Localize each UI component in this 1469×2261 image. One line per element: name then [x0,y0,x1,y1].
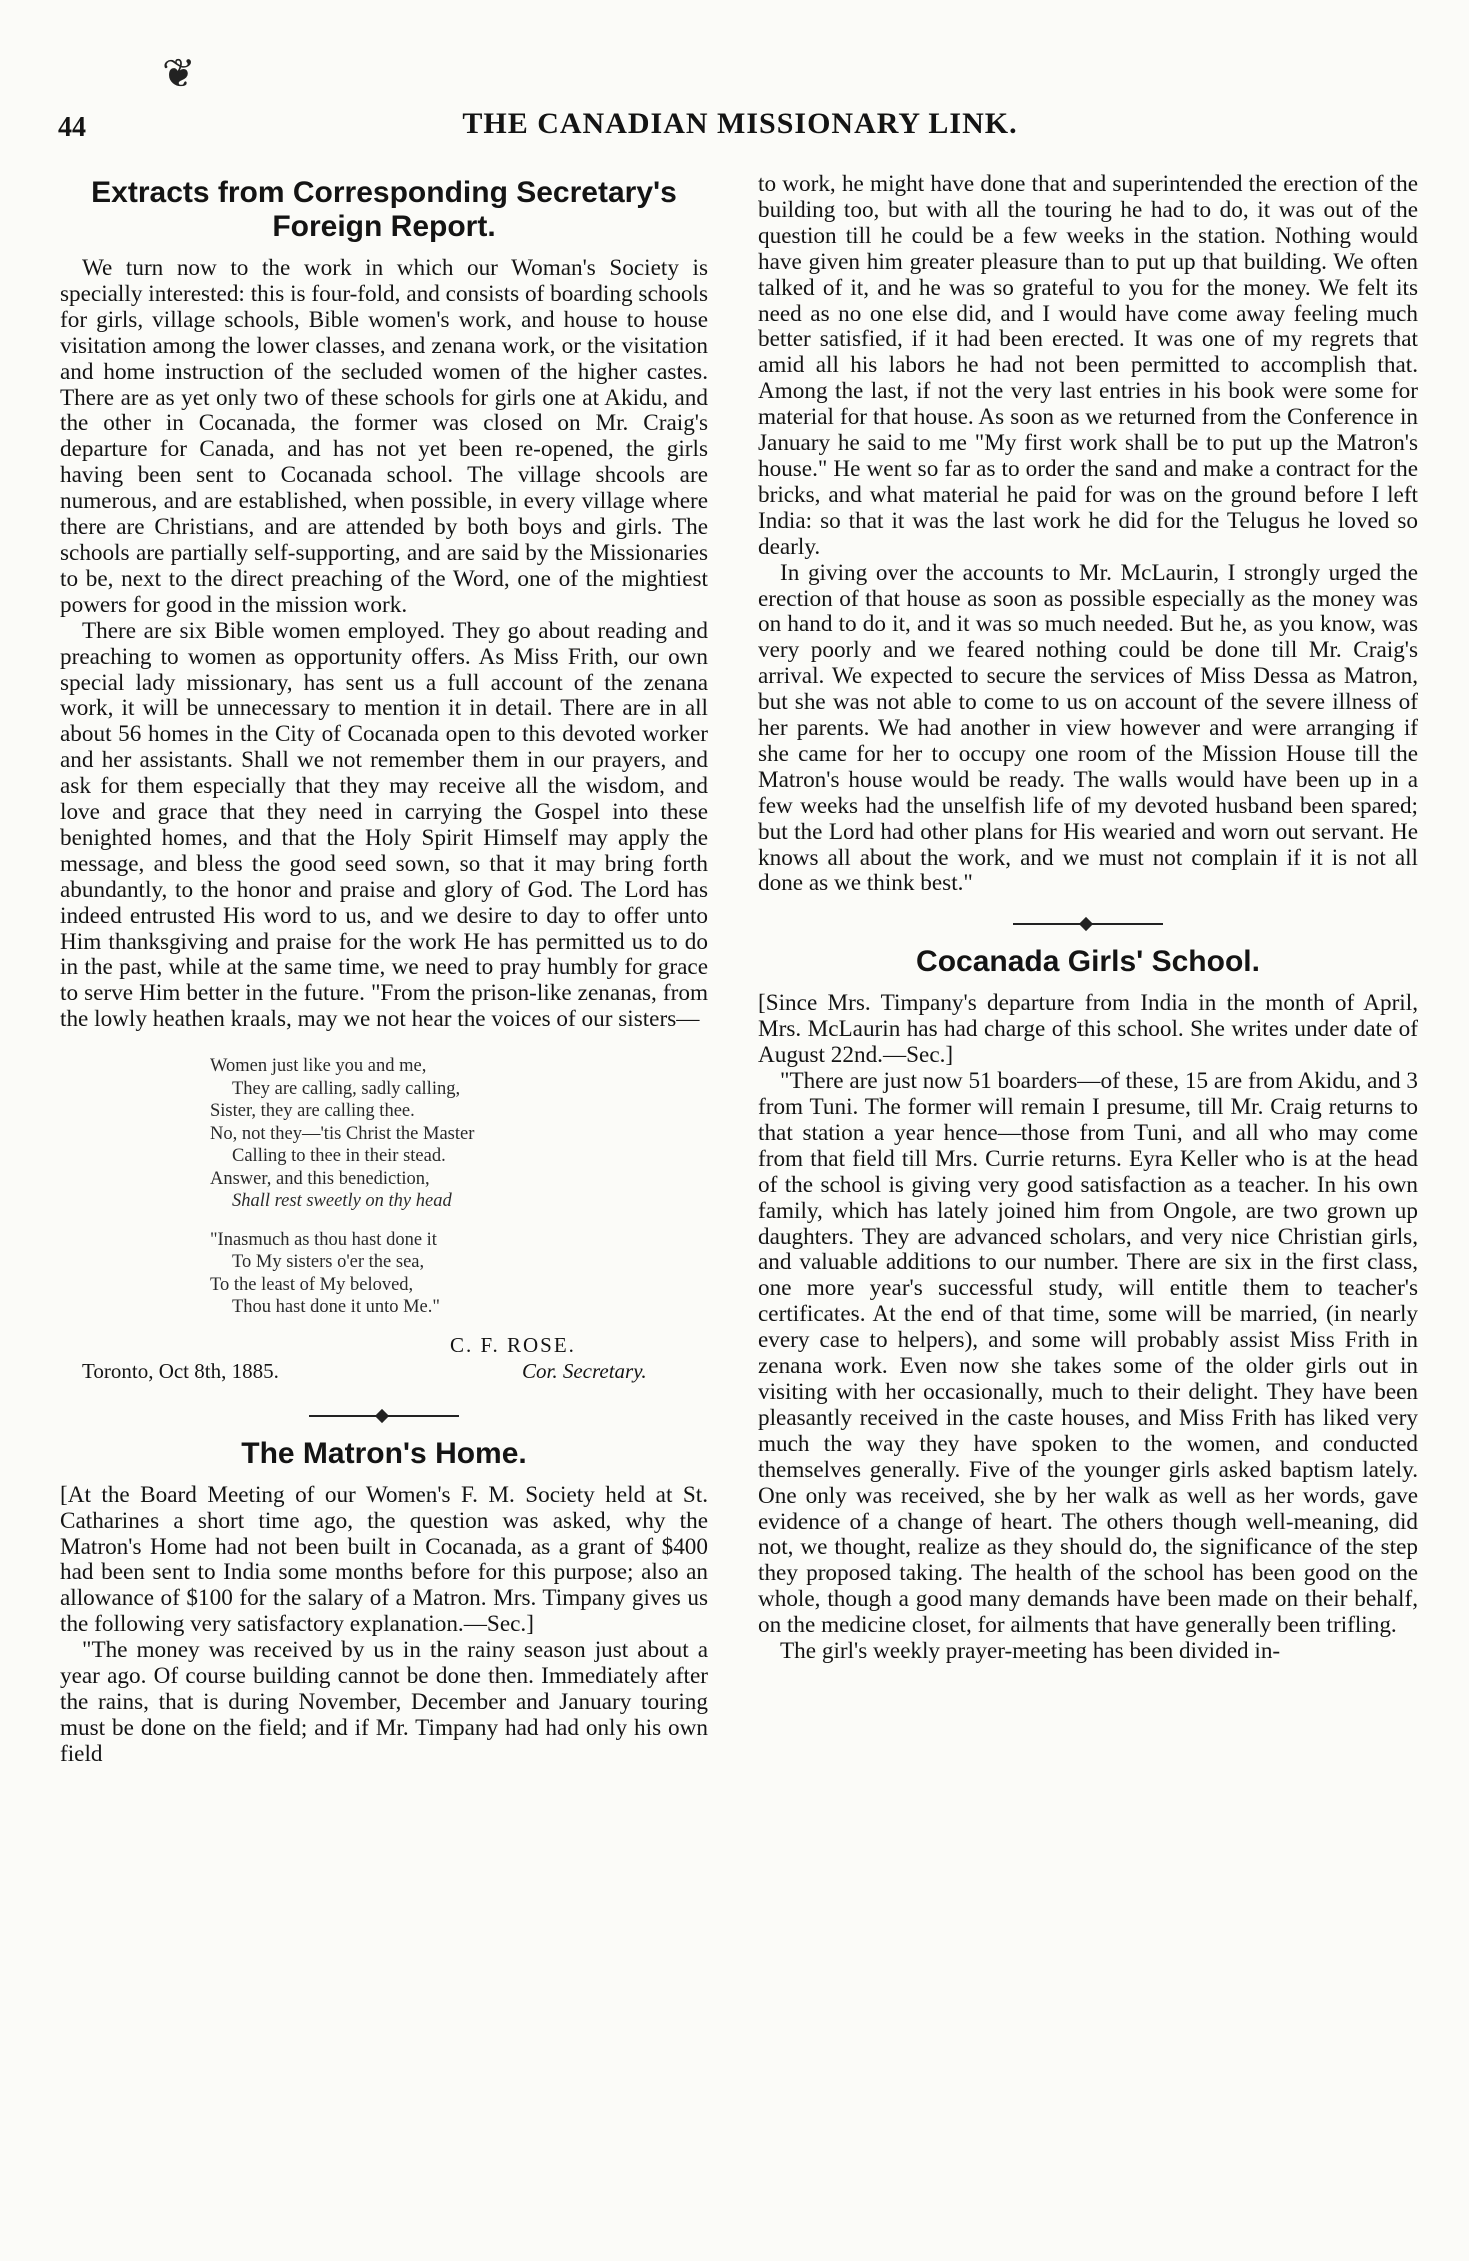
poem-line: "Inasmuch as thou hast done it [210,1229,437,1250]
paragraph: There are six Bible women employed. They go about reading and preaching to women as opportunity offers. As Miss Frith, our own special lady missionary, has sent us a full account of the zenana work, it will be unnecessary to mention it in detail. There are in all about 56 homes in the City of Cocanada open to this devoted worker and her assistants. Shall we not remember them in our prayers, and ask for them especially that they may receive all the wisdom, and love and grace that they need in carrying the Gospel into these benighted homes, and that the Holy Spirit Himself may apply the message, and bless the good seed sown, so that it may bring forth abundantly, to the honor and praise and glory of God. The Lord has indeed entrusted His word to us, and we desire to day to offer unto Him thanksgiving and praise for the work He has permitted us to do in the past, while at the same time, we need to pray humbly for grace to serve Him better in the future. "From the prison-like zenanas, from the lowly heathen kraals, may we not hear the voices of our sisters— [60,617,708,1033]
paragraph: to work, he might have done that and superintended the erection of the building too, but with all the touring he had to do, it was out of the question till he could be a few weeks in the station. Nothing would have given him greater pleasure than to put up that building. We often talked of it, and he was so grateful to you for the money. We felt its need as no one else did, and I would have come away feeling much better satisfied, if it had been erected. It was one of my regrets that amid all his labors he had not been permitted to accomplish that. Among the last, if not the very last entries in his book were some for material for that house. As soon as we returned from the Conference in January he said to me "My first work shall be to put up the Matron's house." He went so far as to order the sand and make a contract for the bricks, and what material he paid for was on the ground before I left India: so that it was the last work he did for the Telugus he loved so dearly. [758,171,1418,560]
editor-note: [At the Board Meeting of our Women's F. M. Society held at St. Catharines a short time ago, the question was asked, why the Matron's Home had not been built in Cocanada, as a grant of $400 had been sent to India some months before for this purpose; also an allowance of $100 for the salary of a Matron. Mrs. Timpany gives us the following very satisfactory explanation.—Sec.] [60,1481,708,1638]
poem-line: Calling to thee in their stead. [232,1146,446,1167]
poem-line: Women just like you and me, [210,1056,427,1077]
poem-line: To My sisters o'er the sea, [232,1252,425,1273]
signature-title: Cor. Secretary. [522,1358,647,1383]
paragraph: We turn now to the work in which our Woman's Society is specially interested: this is four-fold, and consists of boarding schools for girls, village schools, Bible women's work, and house to house visitation among the lower classes, and zenana work, or the visitation and home instruction of the secluded women of the higher castes. There are as yet only two of these schools for girls one at Akidu, and the other in Cocanada, the former was closed on Mr. Craig's departure for Canada, and has not yet been re-opened, the girls having been sent to Cocanada school. The village shcools are numerous, and are established, when possible, in every village where there are Christians, and are attended by both boys and girls. The schools are partially self-supporting, and are said by the Missionaries to be, next to the direct preaching of the Word, one of the mightiest powers for good in the mission work. [60,255,708,618]
paragraph: "The money was received by us in the rainy season just about a year ago. Of course building cannot be done then. Immediately after the rains, that is during November, December and January touring must be done on the field; and if Mr. Timpany had had only his own field [60,1637,708,1767]
editor-note: [Since Mrs. Timpany's departure from India in the month of April, Mrs. McLaurin has had charge of this school. She writes under date of August 22nd.—Sec.] [758,990,1418,1069]
title-line-2: Foreign Report. [272,210,496,243]
article-title-matrons-home: The Matron's Home. [241,1436,527,1470]
poem-line: To the least of My beloved, [210,1274,414,1295]
poem-line: Thou hast done it unto Me." [232,1297,440,1318]
poem-line: No, not they—'tis Christ the Master [210,1123,475,1144]
printer-ornament-icon: ❦ [162,51,196,96]
poem-stanza-break [210,1213,708,1229]
paragraph: The girl's weekly prayer-meeting has been divided in- [780,1638,1281,1665]
left-column [60,168,708,1768]
right-column [758,172,1418,1665]
article-title-girls-school: Cocanada Girls' School. [916,945,1260,979]
paragraph: In giving over the accounts to Mr. McLaurin, I strongly urged the erection of that house as soon as possible especially as the money was on hand to do it, and it was so much needed. But he, as you know, was very poorly and we feared nothing could be done till Mr. Craig's arrival. We expected to secure the services of Miss Dessa as Matron, but she was not able to come to us on account of the severe illness of her parents. We had another in view however and were arranging if she came for her to occupy one room of the Mission House till the Matron's house would be ready. The walls would have been up in a few weeks had the unselfish life of my devoted husband been spared; but the Lord had other plans for His wearied and worn out servant. He knows all about the work, and we must not complain if it is not all done as we think best." [758,559,1418,897]
section-divider [1013,923,1163,925]
page-number: 44 [58,112,86,143]
signature-name: C. F. ROSE. [450,1332,576,1357]
article-title-extracts [60,176,708,244]
poem-line: They are calling, sadly calling, [232,1078,461,1099]
poem-line: Shall rest sweetly on thy head [232,1191,452,1212]
paragraph: "There are just now 51 boarders—of these, 15 are from Akidu, and 3 from Tuni. The former will remain I presume, till Mr. Craig returns to that station a year hence—those from Tuni, and all who may come from that field till Mrs. Currie returns. Eyra Keller who is at the head of the school is giving very good satisfaction as a teacher. In his own family, which has lately joined him from Ongole, are two grown up daughters. They are advanced scholars, and very nice Christian girls, and valuable additions to our number. There are six in the first class, one more year's successful study, will entitle them to teacher's certificates. At the end of that time, some will be married, (in nearly every case to helpers), and some will probably assist Miss Frith in zenana work. Even now she takes some of the older girls out in visiting with her occasionally, much to their delight. They have been pleasantly received in the caste houses, and Miss Frith has liked very much the way they have spoken to the women, and conducted themselves generally. Five of the younger girls asked baptism lately. One only was received, she by her walk as well as her words, gave evidence of a change of heart. The others though well-meaning, did not, we thought, realize as they should do, the significance of the step they proposed taking. The health of the school has been good on the whole, though a good many demands have been made on their behalf, on the medicine closet, for ailments that have generally been trifling. [758,1068,1418,1639]
signature-place-date: Toronto, Oct 8th, 1885. [82,1358,279,1383]
poem-line: Sister, they are calling thee. [210,1101,415,1122]
poem-line: Answer, and this benediction, [210,1168,430,1189]
poem [210,1055,708,1319]
journal-title: THE CANADIAN MISSIONARY LINK. [462,107,1018,140]
section-divider [309,1415,459,1417]
signature-block [60,1329,708,1389]
title-line-1: Extracts from Corresponding Secretary's [91,176,677,209]
